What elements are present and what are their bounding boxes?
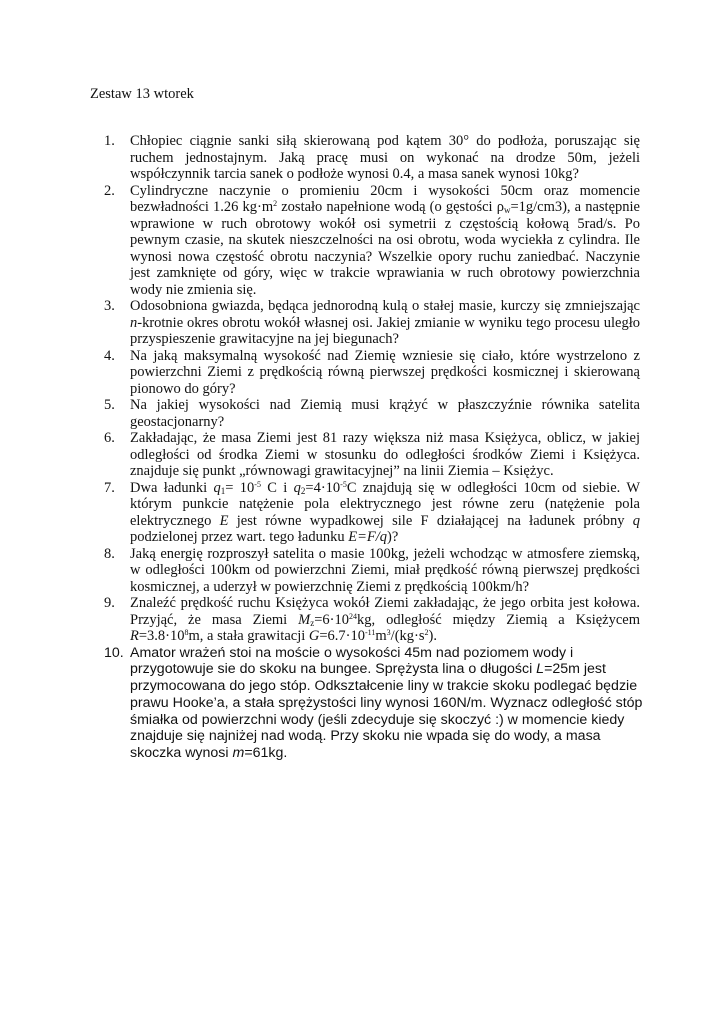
problem-text: Amator wrażeń stoi na moście o wysokości 45m nad poziomem wody i przygotowuje sie do skoku na bungee. Sprężysta lina o długości L=25m jest przymocowana do jego stóp. Odkształcenie liny w trakcie skoku podlegać będzie prawu Hooke’a, a stała sprężystości liny wynosi 160N/m. Wyznacz odległość stóp śmiałka od powierzchni wody (jeśli zdecyduje się skoczyć :) w momencie kiedy znajduje się najniżej nad wodą. Przy skoku nie wpada się do wody, a masa skoczka wynosi m=61kg. bbox=[130, 644, 643, 762]
page-title: Zestaw 13 wtorek bbox=[90, 86, 194, 102]
problem-4 bbox=[0, 348, 725, 398]
problem-1 bbox=[0, 133, 725, 183]
problem-number: 6. bbox=[104, 430, 115, 446]
problem-5 bbox=[0, 397, 725, 430]
problem-text: Znaleźć prędkość ruchu Księżyca wokół Ziemi zakładając, że jego orbita jest kołowa. Przyjąć, że masa Ziemi $M_z=6\cdot 10^{24}kg$, odległość między Ziemią a Księżycem $R=3.8\cdot 10^8m$, a stała grawitacji $G=6.7\cdot 10^{-11}m^3/(kg\cdot s^2)$. bbox=[130, 595, 640, 644]
problem-text: Na jakiej wysokości nad Ziemią musi krążyć w płaszczyźnie równika satelita geostacjonarny? bbox=[130, 397, 640, 430]
problem-text: Chłopiec ciągnie sanki siłą skierowaną pod kątem 30° do podłoża, poruszając się ruchem jednostajnym. Jaką pracę musi on wykonać na drodze 50m, jeżeli współczynnik tarcia sanek o podłoże wynosi 0.4, a masa sanek wynosi 10kg? bbox=[130, 133, 640, 182]
problem-number: 7. bbox=[104, 479, 115, 496]
problem-text: Zakładając, że masa Ziemi jest 81 razy większa niż masa Księżyca, oblicz, w jakiej odległości od środka Ziemi w stosunku do odległości środków Ziemi i Księżyca. znajduje się punkt „równowagi grawitacyjnej” na linii Ziemia – Księżyc. bbox=[130, 430, 640, 479]
problem-text: Cylindryczne naczynie o promieniu 20cm i wysokości 50cm oraz momencie bezwładności 1.26 $kg\cdot m^2$ zostało napełnione wodą (o gęstości $\rho_w=1g/cm3$), a następnie wprawione w ruch obrotowy wokół osi symetrii z częstością kołową 5rad/s. Po pewnym czasie, na skutek nieszczelności na osi obrotu, woda wyciekła z cylindra. Ile wynosi nowa częstość obrotu naczynia? Wszelkie opory ruchu zaniedbać. Naczynie jest zamknięte od góry, więc w trakcie wprawiania w ruch obrotowy powierzchnia wody nie zmienia się. bbox=[130, 182, 640, 298]
problem-number: 3. bbox=[104, 298, 115, 314]
problem-6 bbox=[0, 430, 725, 480]
problem-7 bbox=[0, 480, 725, 546]
problem-number: 4. bbox=[104, 347, 115, 364]
problem-10 bbox=[0, 645, 725, 763]
problem-number: 2. bbox=[104, 182, 115, 199]
problem-list bbox=[0, 133, 725, 762]
problem-text: Jaką energię rozproszył satelita o masie 100kg, jeżeli wchodząc w atmosfere ziemską, w odległości 100km od powierzchni Ziemi, miał prędkość równą pierwszej prędkości kosmicznej, a uderzył w powierzchnię Ziemi z prędkością 100km/h? bbox=[130, 545, 640, 595]
problem-2 bbox=[0, 183, 725, 299]
problem-number: 10. bbox=[104, 644, 124, 661]
problem-9 bbox=[0, 595, 725, 645]
problem-number: 8. bbox=[104, 545, 115, 562]
problem-number: 9. bbox=[104, 595, 115, 611]
problem-3 bbox=[0, 298, 725, 348]
problem-8 bbox=[0, 546, 725, 596]
problem-number: 1. bbox=[104, 133, 115, 149]
problem-text: Na jaką maksymalną wysokość nad Ziemię wzniesie się ciało, które wystrzelono z powierzchni Ziemi z prędkością równą pierwszej prędkości kosmicznej i skierowaną pionowo do góry? bbox=[130, 347, 640, 397]
problem-text: Dwa ładunki $q_1= 10^{-5}$ C i $q_2=4\cdot 10^{-5}C$ znajdują się w odległości 10cm od siebie. W którym punkcie natężenie pola elektrycznego jest równe zeru (natężenie pola elektrycznego E jest równe wypadkowej sile F działającej na ładunek próbny q podzielonej przez wart. tego ładunku E=F/q)? bbox=[130, 479, 641, 545]
problem-number: 5. bbox=[104, 397, 115, 413]
problem-text: Odosobniona gwiazda, będąca jednorodną kulą o stałej masie, kurczy się zmniejszając n-krotnie okres obrotu wokół własnej osi. Jakiej zmianie w wyniku tego procesu uległo przyspieszenie grawitacyjne na jej biegunach? bbox=[130, 298, 640, 347]
